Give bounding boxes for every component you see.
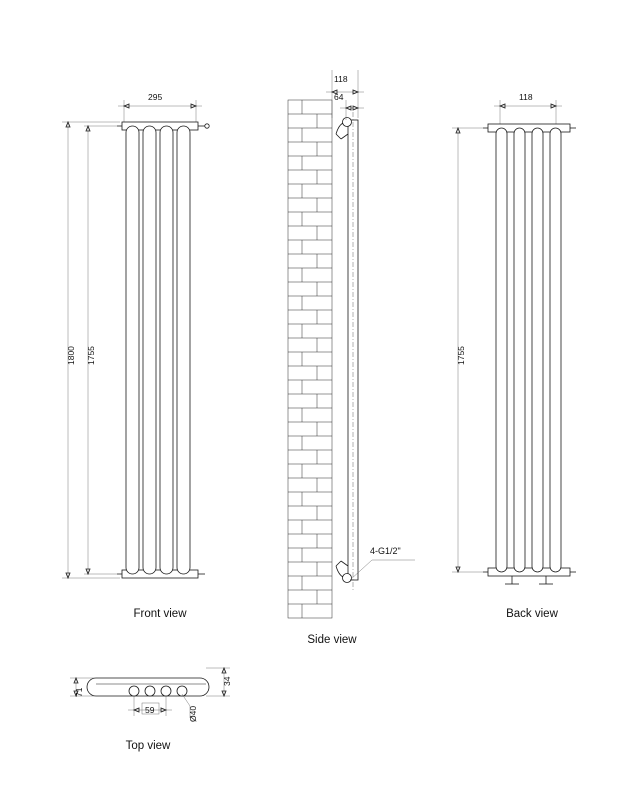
annotation-connection: 4-G1/2" bbox=[370, 546, 401, 556]
dim-top-pitch: 59 bbox=[145, 705, 155, 715]
dim-front-inner-height: 1755 bbox=[86, 346, 96, 365]
label-front-view: Front view bbox=[133, 608, 187, 620]
dim-top-diameter: Ø40 bbox=[188, 705, 198, 722]
dim-back-width: 118 bbox=[519, 92, 533, 102]
label-side-view: Side view bbox=[307, 634, 357, 646]
label-back-view: Back view bbox=[506, 608, 558, 620]
dim-top-thickness: 34 bbox=[222, 676, 232, 686]
dim-front-width: 295 bbox=[148, 92, 163, 102]
dim-front-overall-height: 1800 bbox=[66, 346, 76, 365]
dim-side-depth: 118 bbox=[334, 74, 348, 84]
dim-top-depth: 71 bbox=[74, 687, 84, 697]
label-top-view: Top view bbox=[125, 740, 171, 752]
dim-back-height: 1755 bbox=[456, 346, 466, 365]
dim-side-offset: 64 bbox=[334, 92, 344, 102]
